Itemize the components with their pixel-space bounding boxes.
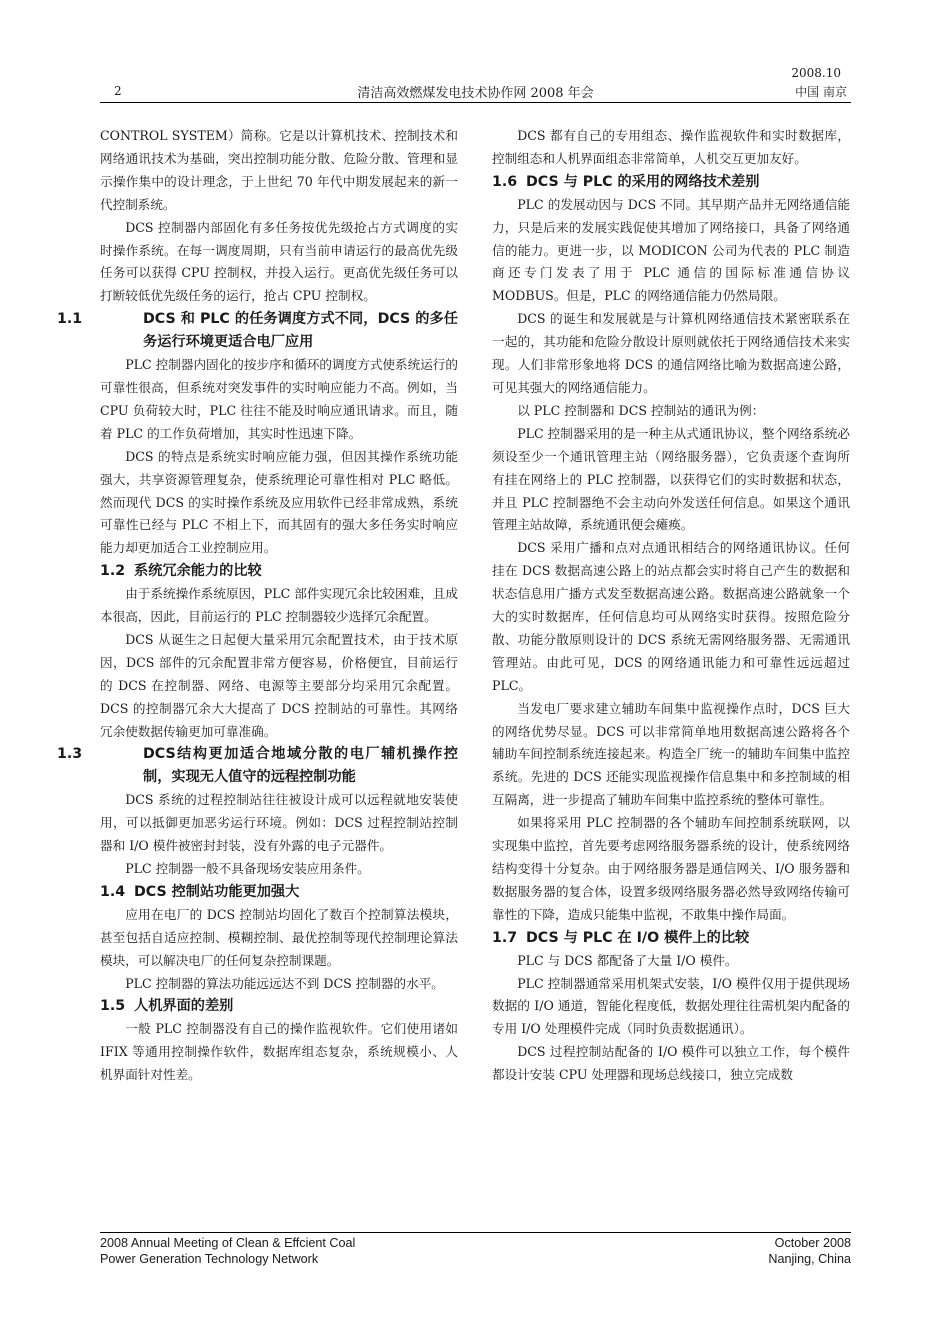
paragraph: PLC 的发展动因与 DCS 不同。其早期产品并无网络通信能力，只是后来的发展实践促使其增加了网络接口，具备了网络通信的能力。更进一步，以 MODICON 公司为代表的 PLC 制造商还专门发表了用于 PLC 通信的国际标准通信协议 MODBUS。但是，PLC 的网络通信能力仍然局限。 bbox=[492, 196, 850, 304]
footer-meeting-name bbox=[100, 1235, 500, 1267]
section-title: 系统冗余能力的比较 bbox=[134, 563, 262, 580]
section-heading-1-6 bbox=[492, 171, 850, 194]
paragraph: 当发电厂要求建立辅助车间集中监视操作点时，DCS 巨大的网络优势尽显。DCS 可以非常简单地用数据高速公路将各个辅助车间控制系统连接起来。构造全厂统一的辅助车间集中监控系统。先进的 DCS 还能实现监视操作信息集中和多控制域的相互隔离，进一步提高了辅助车间集中监控系统的整体可靠性。 bbox=[492, 700, 850, 808]
header-location: 中国 南京 bbox=[795, 85, 847, 99]
section-heading-1-4 bbox=[100, 881, 458, 904]
paragraph: DCS 系统的过程控制站往往被设计成可以远程就地安装使用，可以抵御更加恶劣运行环境。例如：DCS 过程控制站控制器和 I/O 模件被密封封装，没有外露的电子元器件。 bbox=[100, 792, 458, 854]
right-column bbox=[492, 125, 850, 1087]
section-number: 1.3 bbox=[57, 746, 83, 763]
section-number: 1.5 bbox=[100, 998, 126, 1015]
paragraph: DCS 从诞生之日起便大量采用冗余配置技术，由于技术原因，DCS 部件的冗余配置非常方便容易，价格便宜，目前运行的 DCS 在控制器、网络、电源等主要部分均采用冗余配置。DCS 的控制器冗余大大提高了 DCS 控制站的可靠性。其网络冗余使数据传输更加可靠准确。 bbox=[100, 631, 458, 739]
paragraph: PLC 控制器内固化的按步序和循环的调度方式使系统运行的可靠性很高，但系统对突发事件的实时响应能力不高。例如，当 CPU 负荷较大时，PLC 往往不能及时响应通讯请求。而且，随着 PLC 的工作负荷增加，其实时性迅速下降。 bbox=[100, 357, 458, 441]
paragraph: PLC 控制器一般不具备现场安装应用条件。 bbox=[125, 861, 370, 876]
paragraph: CONTROL SYSTEM）简称。它是以计算机技术、控制技术和网络通讯技术为基础，突出控制功能分散、危险分散、管理和显示操作集中的设计理念，于上世纪 70 年代中期发展起来的新一代控制系统。 bbox=[100, 128, 458, 212]
paragraph: 一般 PLC 控制器没有自己的操作监视软件。它们使用诸如 IFIX 等通用控制操作软件，数据库组态复杂，系统规模小、人机界面针对性差。 bbox=[100, 1021, 458, 1083]
paragraph: DCS 都有自己的专用组态、操作监视软件和实时数据库，控制组态和人机界面组态非常简单，人机交互更加友好。 bbox=[492, 128, 850, 166]
section-heading-1-7 bbox=[492, 927, 850, 950]
paragraph: DCS 的诞生和发展就是与计算机网络通信技术紧密联系在一起的，其功能和危险分散设计原则就依托于网络通信技术来实现。人们非常形象地将 DCS 的通信网络比喻为数据高速公路，可见其强大的网络通信能力。 bbox=[492, 311, 850, 395]
paragraph: DCS 控制器内部固化有多任务按优先级抢占方式调度的实时操作系统。在每一调度周期，只有当前申请运行的最高优先级任务可以获得 CPU 控制权，并投入运行。更高优先级任务可以打断较低优先级任务的运行，抢占 CPU 控制权。 bbox=[100, 219, 458, 304]
paragraph: PLC 控制器采用的是一种主从式通讯协议，整个网络系统必须设至少一个通讯管理主站（网络服务器），它负责逐个查询所有挂在网络上的 PLC 控制器，以获得它们的实时数据和状态，并且 PLC 控制器绝不会主动向外发送任何信息。如果这个通讯管理主站故障，系统通讯便会瘫痪。 bbox=[492, 425, 850, 533]
header-date: 2008.10 bbox=[791, 66, 841, 80]
paragraph: PLC 控制器通常采用机架式安装，I/O 模件仅用于提供现场数据的 I/O 通道，智能化程度低，数据处理往往需机架内配备的专用 I/O 处理模件完成（同时负责数据通讯）。 bbox=[492, 975, 850, 1037]
section-number: 1.6 bbox=[492, 173, 518, 190]
section-heading-1-3 bbox=[57, 743, 458, 789]
paragraph: 如果将采用 PLC 控制器的各个辅助车间控制系统联网，以实现集中监控，首先要考虑网络服务器系统的设计，使系统网络结构变得十分复杂。由于网络服务器是通信网关、I/O 服务器和数据服务器的复合体，设置多级网络服务器必然导致网络传输可靠性的下降，造成只能集中监视，不敢集中操作局面。 bbox=[492, 815, 850, 922]
section-number: 1.1 bbox=[57, 311, 83, 328]
footer-line: October 2008 bbox=[774, 1236, 851, 1250]
section-title: DCS结构更加适合地域分散的电厂辅机操作控制，实现无人值守的远程控制功能 bbox=[143, 746, 458, 786]
paragraph: PLC 与 DCS 都配备了大量 I/O 模件。 bbox=[517, 952, 738, 968]
paragraph: 以 PLC 控制器和 DCS 控制站的通讯为例： bbox=[517, 402, 765, 418]
section-title: DCS 与 PLC 在 I/O 模件上的比较 bbox=[526, 929, 750, 946]
section-number: 1.2 bbox=[100, 563, 126, 580]
section-title: DCS 控制站功能更加强大 bbox=[134, 883, 300, 900]
footer-line: 2008 Annual Meeting of Clean & Effcient Coal bbox=[100, 1236, 356, 1250]
paragraph: DCS 过程控制站配备的 I/O 模件可以独立工作，每个模件都设计安装 CPU 处理器和现场总线接口，独立完成数 bbox=[492, 1044, 850, 1083]
footer-line: Nanjing, China bbox=[768, 1252, 851, 1266]
left-column bbox=[57, 125, 458, 1087]
section-number: 1.4 bbox=[100, 883, 126, 900]
section-title: DCS 和 PLC 的任务调度方式不同，DCS 的多任务运行环境更适合电厂应用 bbox=[143, 311, 458, 351]
section-title: 人机界面的差别 bbox=[134, 998, 234, 1015]
section-title: DCS 与 PLC 的采用的网络技术差别 bbox=[526, 173, 760, 190]
paragraph: DCS 的特点是系统实时响应能力强，但因其操作系统功能强大，共享资源管理复杂，使系统理论可靠性相对 PLC 略低。然而现代 DCS 的实时操作系统及应用软件已经非常成熟，系统可靠性已经与 PLC 不相上下，而其固有的强大多任务实时响应能力却更加适合工业控制应用。 bbox=[100, 448, 458, 556]
section-number: 1.7 bbox=[492, 929, 518, 946]
paragraph: 应用在电厂的 DCS 控制站均固化了数百个控制算法模块，甚至包括自适应控制、模糊控制、最优控制等现代控制理论算法模块，可以解决电厂的任何复杂控制课题。 bbox=[100, 906, 458, 968]
page-header bbox=[100, 62, 851, 103]
paragraph: DCS 采用广播和点对点通讯相结合的网络通讯协议。任何挂在 DCS 数据高速公路上的站点都会实时将自己产生的数据和状态信息用广播方式发至数据高速公路。数据高速公路就象一个大的实时数据库，任何信息均可从网络实时获得。按照危险分散、功能分散原则设计的 DCS 系统无需网络服务器、无需通讯管理站。由此可见，DCS 的网络通讯能力和可靠性远远超过 PLC。 bbox=[492, 540, 850, 693]
footer-line: Power Generation Technology Network bbox=[100, 1252, 319, 1266]
page-footer bbox=[100, 1232, 851, 1266]
footer-date-location bbox=[651, 1235, 851, 1267]
section-heading-1-5 bbox=[100, 995, 458, 1018]
section-heading-1-1 bbox=[57, 308, 458, 354]
paragraph: PLC 控制器的算法功能远远达不到 DCS 控制器的水平。 bbox=[125, 975, 444, 991]
page-number: 2 bbox=[114, 84, 122, 98]
paragraph: 由于系统操作系统原因，PLC 部件实现冗余比较困难，且成本很高，因此，目前运行的 PLC 控制器较少选择冗余配置。 bbox=[100, 586, 458, 625]
section-heading-1-2 bbox=[100, 560, 458, 583]
running-title: 清洁高效燃煤发电技术协作网 2008 年会 bbox=[357, 86, 594, 101]
